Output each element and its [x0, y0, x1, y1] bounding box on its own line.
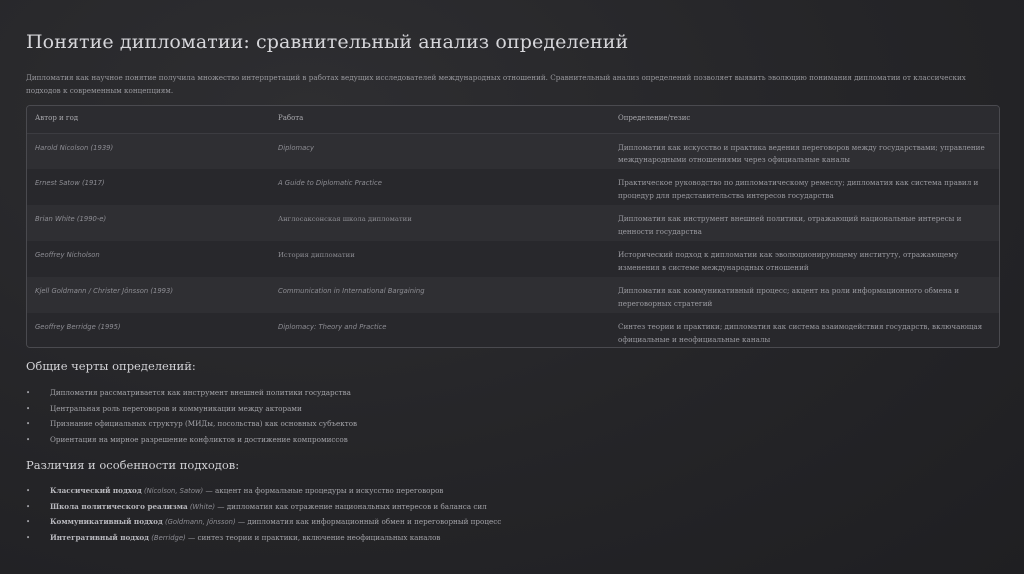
cell-definition: Дипломатия как коммуникативный процесс; акцент на роли информационного обмена и переговорных стратегий — [610, 277, 999, 313]
cell-author: Geoffrey Berridge (1995) — [27, 313, 270, 348]
table-row — [27, 313, 999, 348]
table-row — [27, 241, 999, 277]
bullet-icon: • — [26, 389, 31, 397]
bullet-icon: • — [26, 518, 31, 526]
cell-definition: Исторический подход к дипломатии как эволюционирующему институту, отражающему изменения в системе международных отношений — [610, 241, 999, 277]
cell-author: Ernest Satow (1917) — [27, 169, 270, 205]
cell-work: История дипломатии — [270, 241, 610, 277]
table-row — [27, 133, 999, 169]
intro-paragraph: Дипломатия как научное понятие получила множество интерпретаций в работах ведущих исследователей международных отношений. Сравнительный анализ определений позволяет выявить эволюцию понимания дипломатии от классических подходов к современным концепциям. — [26, 73, 966, 95]
cell-author: Harold Nicolson (1939) — [27, 133, 270, 169]
definitions-table — [26, 105, 1000, 348]
bullet-icon: • — [26, 533, 31, 542]
common-features-heading: Общие черты определений: — [26, 359, 196, 373]
list-item: • Интегративный подход (Berridge) — синтез теории и практики, включение неофициальных каналов — [26, 532, 441, 542]
bullet-icon: • — [26, 404, 31, 413]
table-row — [27, 169, 999, 205]
list-item: • Школа политического реализма (White) — дипломатия как отражение национальных интересов и баланса сил — [26, 501, 487, 511]
cell-work: Англосаксонская школа дипломатии — [270, 205, 610, 241]
differences-heading: Различия и особенности подходов: — [26, 458, 240, 472]
column-header-author: Автор и год — [27, 106, 270, 133]
cell-work: A Guide to Diplomatic Practice — [270, 169, 610, 205]
table-header-row — [27, 106, 999, 133]
cell-definition: Практическое руководство по дипломатическому ремеслу; дипломатия как система правил и процедур для представительства интересов государства — [610, 169, 999, 205]
cell-author: Kjell Goldmann / Christer Jönsson (1993) — [27, 277, 270, 313]
cell-definition: Синтез теории и практики; дипломатия как система взаимодействия государств, включающая официальные и неофициальные каналы — [610, 313, 999, 348]
differences-list — [26, 485, 501, 547]
list-item: • Признание официальных структур (МИДы, посольства) как основных субъектов — [26, 419, 358, 428]
cell-author: Brian White (1990-е) — [27, 205, 270, 241]
cell-definition: Дипломатия как искусство и практика ведения переговоров между государствами; управление международными отношениями через официальные каналы — [610, 133, 999, 169]
table-row — [27, 205, 999, 241]
cell-work: Diplomacy — [270, 133, 610, 169]
bullet-icon: • — [26, 435, 31, 444]
common-features-list — [26, 387, 357, 449]
list-item: • Дипломатия рассматривается как инструмент внешней политики государства — [26, 388, 351, 397]
list-item: • Центральная роль переговоров и коммуникации между акторами — [26, 403, 302, 413]
column-header-work: Работа — [270, 106, 610, 133]
cell-work: Diplomacy: Theory and Practice — [270, 313, 610, 348]
cell-definition: Дипломатия как инструмент внешней политики, отражающий национальные интересы и ценности государства — [610, 205, 999, 241]
list-item: • Ориентация на мирное разрешение конфликтов и достижение компромиссов — [26, 434, 348, 444]
table-row — [27, 277, 999, 313]
cell-author: Geoffrey Nicholson — [27, 241, 270, 277]
cell-work: Communication in International Bargaining — [270, 277, 610, 313]
bullet-icon: • — [26, 487, 31, 495]
column-header-definition: Определение/тезис — [610, 106, 999, 133]
list-item: • Коммуникативный подход (Goldmann, Jönsson) — дипломатия как информационный обмен и переговорный процесс — [26, 517, 502, 526]
bullet-icon: • — [26, 502, 31, 511]
list-item: • Классический подход (Nicolson, Satow) — акцент на формальные процедуры и искусство переговоров — [26, 486, 444, 495]
bullet-icon: • — [26, 420, 31, 428]
page-title: Понятие дипломатии: сравнительный анализ определений — [26, 31, 629, 53]
